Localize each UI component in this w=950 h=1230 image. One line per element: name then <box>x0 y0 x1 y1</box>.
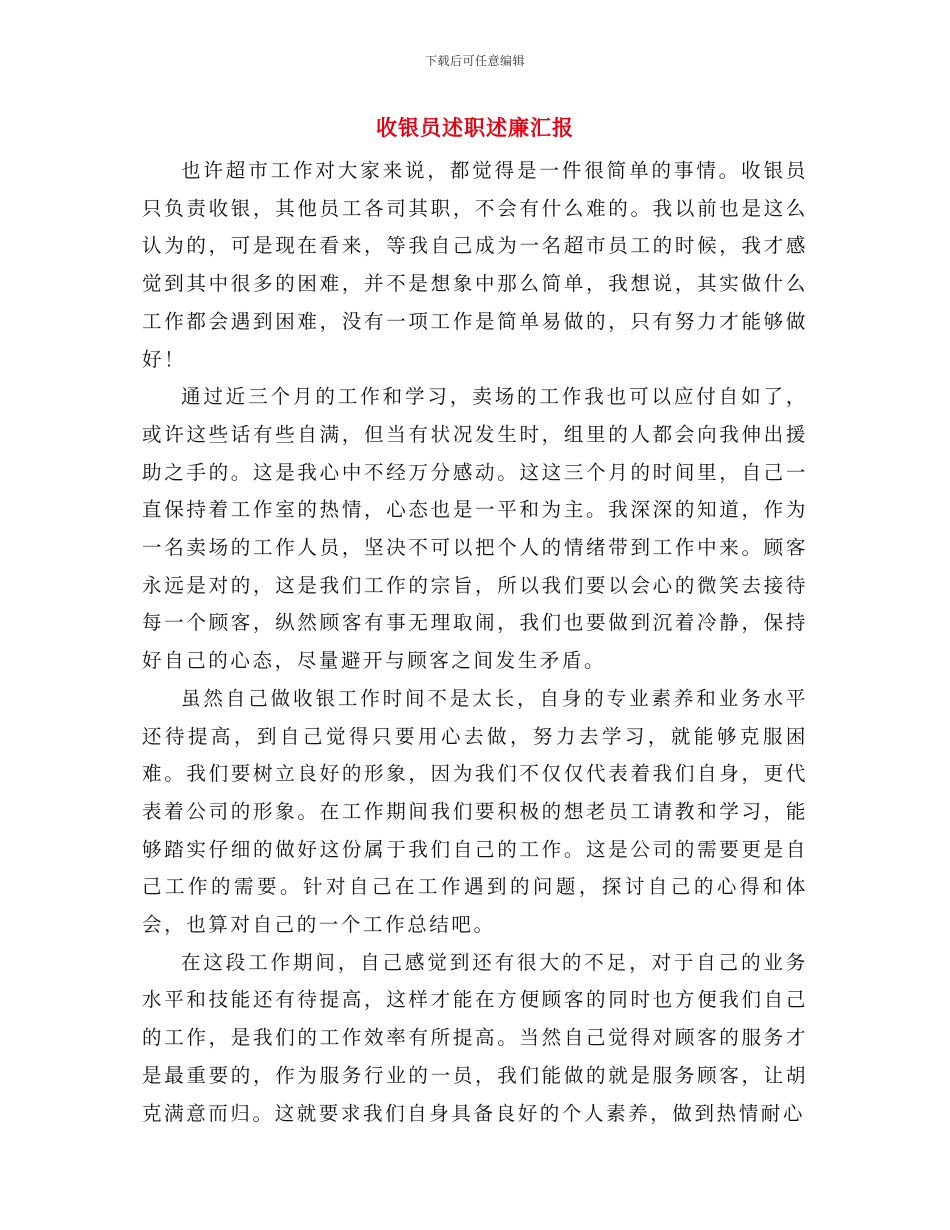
paragraph-2: 通过近三个月的工作和学习，卖场的工作我也可以应付自如了，或许这些话有些自满，但当有状况发生时，组里的人都会向我伸出援助之手的。这是我心中不经万分感动。这这三个月的时间里，自己一直保持着工作室的热情，心态也是一平和为主。我深深的知道，作为一名卖场的工作人员，坚决不可以把个人的情绪带到工作中来。顾客永远是对的，这是我们工作的宗旨，所以我们要以会心的微笑去接待每一个顾客，纵然顾客有事无理取闹，我们也要做到沉着冷静，保持好自己的心态，尽量避开与顾客之间发生矛盾。 <box>142 385 808 673</box>
document-body <box>142 152 808 1132</box>
paragraph-3: 虽然自己做收银工作时间不是太长，自身的专业素养和业务水平还待提高，到自己觉得只要用心去做，努力去学习，就能够克服困难。我们要树立良好的形象，因为我们不仅仅代表着我们自身，更代表着公司的形象。在工作期间我们要积极的想老员工请教和学习，能够踏实仔细的做好这份属于我们自己的工作。这是公司的需要更是自己工作的需要。针对自己在工作遇到的问题，探讨自己的心得和体会，也算对自己的一个工作总结吧。 <box>142 686 808 937</box>
page-header-note: 下载后可任意编辑 <box>424 54 525 68</box>
paragraph-4: 在这段工作期间，自己感觉到还有很大的不足，对于自己的业务水平和技能还有待提高，这样才能在方便顾客的同时也方便我们自己的工作，是我们的工作效率有所提高。当然自己觉得对顾客的服务才是最重要的，作为服务行业的一员，我们能做的就是服务顾客，让胡克满意而归。这就要求我们自身具备良好的个人素养，做到热情耐心 <box>142 950 808 1125</box>
document-title: 收银员述职述廉汇报 <box>376 115 574 140</box>
paragraph-1: 也许超市工作对大家来说，都觉得是一件很简单的事情。收银员只负责收银，其他员工各司其职，不会有什么难的。我以前也是这么认为的，可是现在看来，等我自己成为一名超市员工的时候，我才感觉到其中很多的困难，并不是想象中那么简单，我想说，其实做什么工作都会遇到困难，没有一项工作是简单易做的，只有努力才能够做好！ <box>142 159 808 371</box>
